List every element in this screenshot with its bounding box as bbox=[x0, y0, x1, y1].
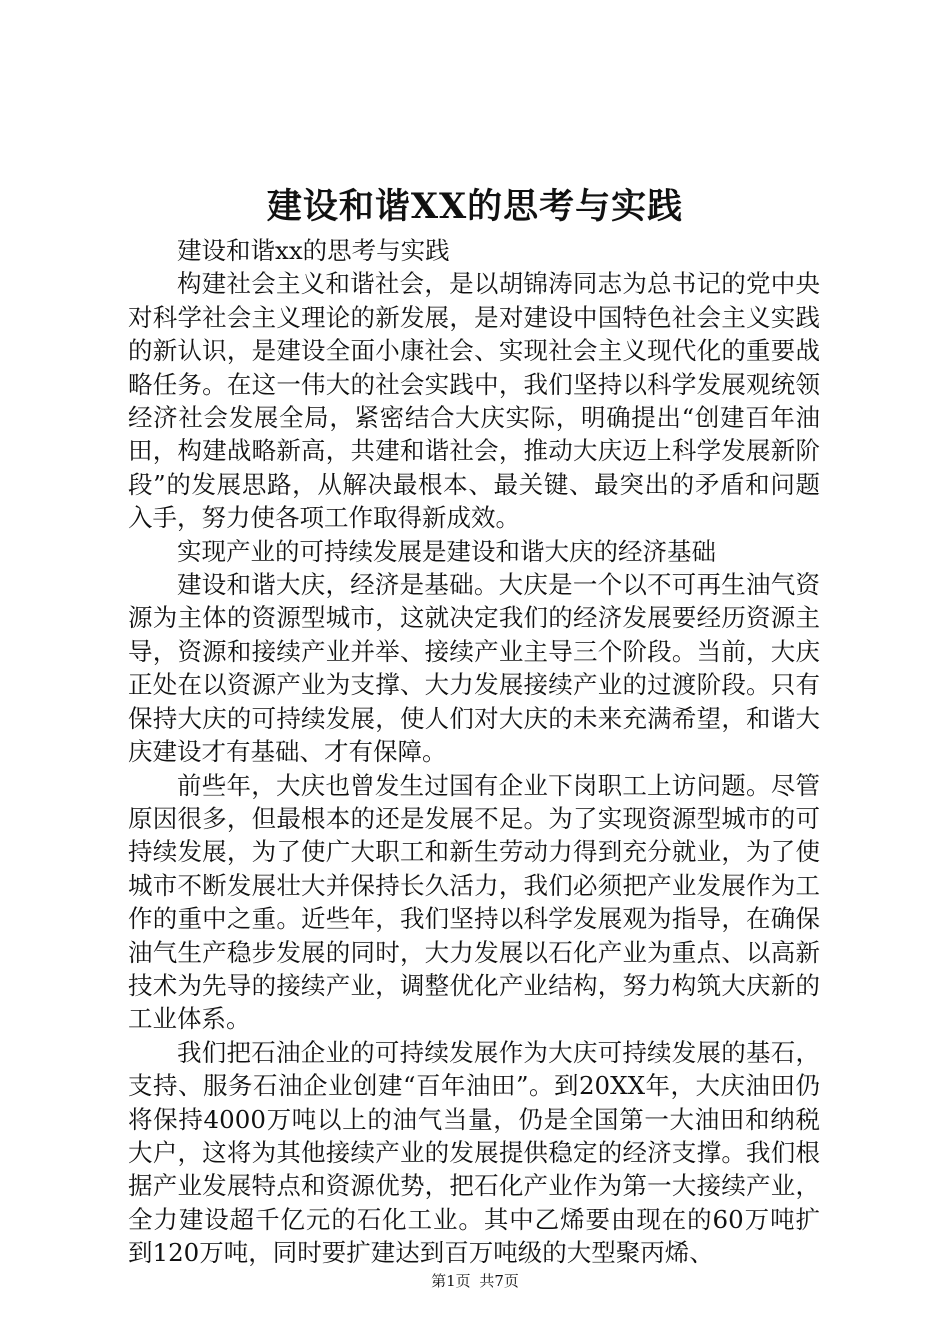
paragraph: 前些年，大庆也曾发生过国有企业下岗职工上访问题。尽管原因很多，但最根本的还是发展不足。为了实现资源型城市的可持续发展，为了使广大职工和新生劳动力得到充分就业，为了使城市不断发展壮大并保持长久活力，我们必须把产业发展作为工作的重中之重。近些年，我们坚持以科学发展观为指导，在确保油气生产稳步发展的同时，大力发展以石化产业为重点、以高新技术为先导的接续产业，调整优化产业结构，努力构筑大庆新的工业体系。 bbox=[128, 770, 820, 1034]
section-heading: 实现产业的可持续发展是建设和谐大庆的经济基础 bbox=[177, 536, 716, 566]
paragraph: 构建社会主义和谐社会，是以胡锦涛同志为总书记的党中央对科学社会主义理论的新发展，是对建设中国特色社会主义实践的新认识，是建设全面小康社会、实现社会主义现代化的重要战略任务。在这一伟大的社会实践中，我们坚持以科学发展观统领经济社会发展全局，紧密结合大庆实际，明确提出“创建百年油田，构建战略新高，共建和谐社会，推动大庆迈上科学发展新阶段”的发展思路，从解决最根本、最关键、最突出的矛盾和问题入手，努力使各项工作取得新成效。 bbox=[128, 269, 820, 533]
document-body bbox=[128, 234, 820, 1270]
paragraph: 建设和谐大庆，经济是基础。大庆是一个以不可再生油气资源为主体的资源型城市，这就决定我们的经济发展要经历资源主导，资源和接续产业并举、接续产业主导三个阶段。当前，大庆正处在以资源产业为支撑、大力发展接续产业的过渡阶段。只有保持大庆的可持续发展，使人们对大庆的未来充满希望，和谐大庆建设才有基础、才有保障。 bbox=[128, 570, 820, 767]
paragraph: 我们把石油企业的可持续发展作为大庆可持续发展的基石，支持、服务石油企业创建“百年油田”。到20XX年，大庆油田仍将保持4000万吨以上的油气当量，仍是全国第一大油田和纳税大户，这将为其他接续产业的发展提供稳定的经济支撑。我们根据产业发展特点和资源优势，把石化产业作为第一大接续产业，全力建设超千亿元的石化工业。其中乙烯要由现在的60万吨扩到120万吨，同时要扩建达到百万吨级的大型聚丙烯、 bbox=[128, 1037, 820, 1268]
document-title: 建设和谐XX的思考与实践 bbox=[266, 186, 684, 227]
page-number: 第1页 bbox=[431, 1272, 471, 1290]
page-total: 共7页 bbox=[479, 1272, 519, 1290]
page-footer bbox=[0, 1271, 950, 1291]
paragraph-subtitle: 建设和谐xx的思考与实践 bbox=[177, 236, 450, 265]
